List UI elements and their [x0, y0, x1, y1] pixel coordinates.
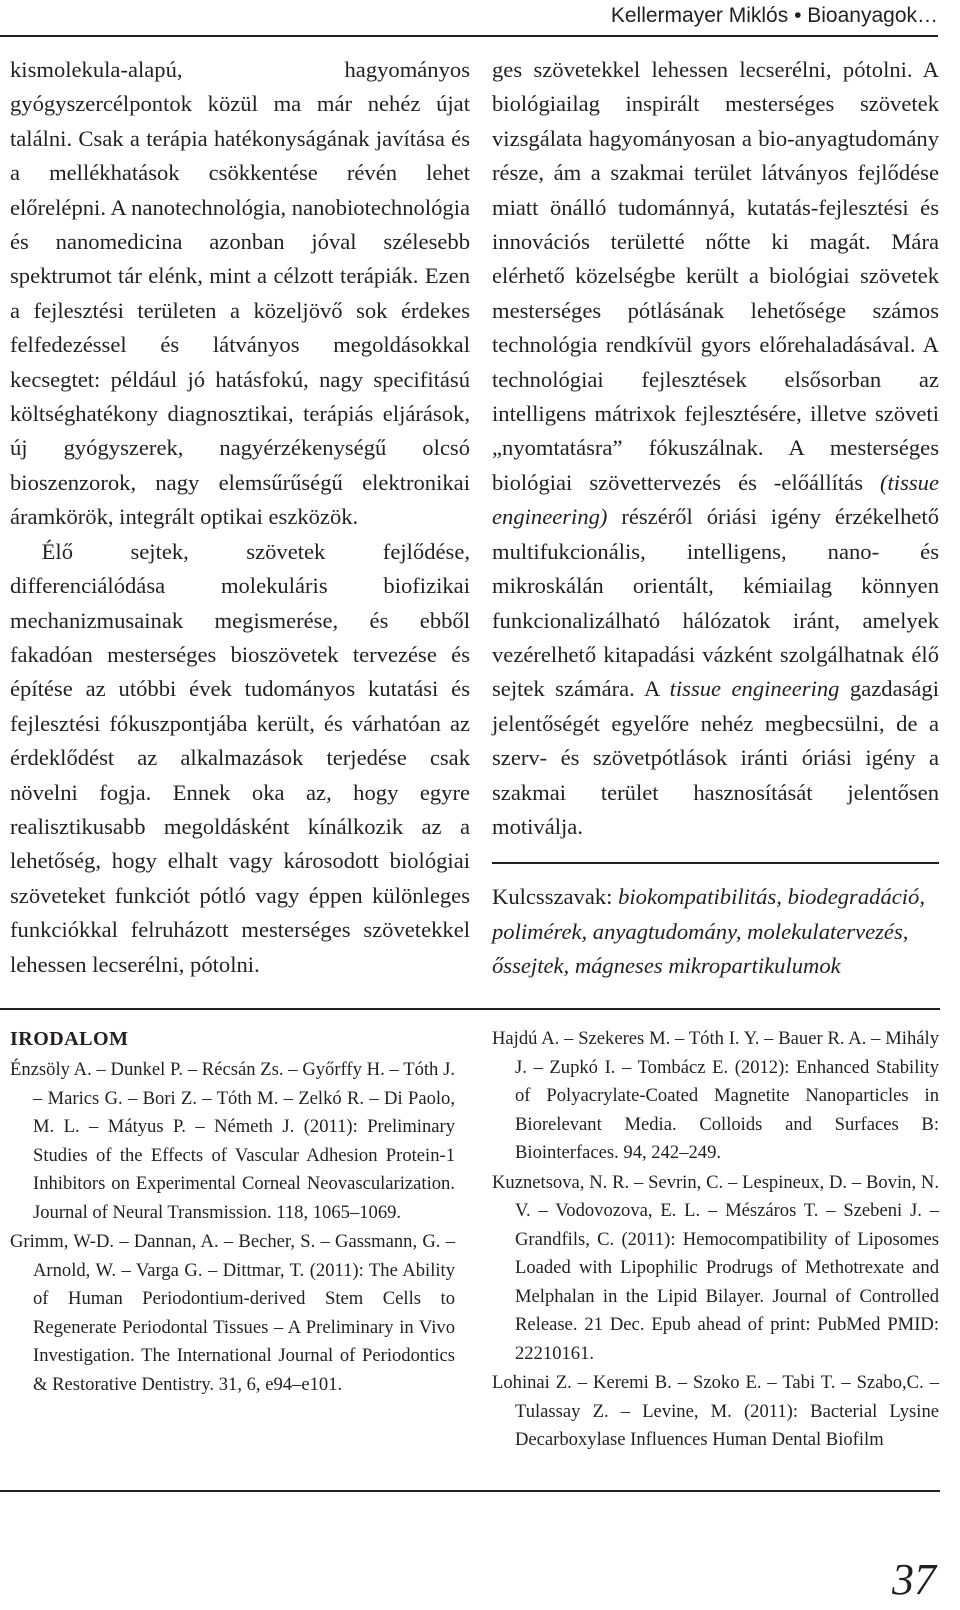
page-number: 37 [892, 1555, 936, 1604]
right-paragraph-middle: részéről óriási igény érzékelhető multifukcionális, intelligens, nano- és mikroskálán orientált, kémiailag könnyen funkcionalizálható hálózatok iránt, amelyek vezérelhető kitapadási vázként szolgálhatnak élő sejtek számára. A [492, 504, 939, 702]
section-rule [0, 1008, 940, 1010]
right-column [492, 53, 939, 984]
right-paragraph [492, 53, 939, 844]
keywords-label: Kulcsszavak: [492, 884, 619, 910]
references-right [492, 1025, 939, 1456]
right-paragraph-start: ges szövetekkel lehessen lecserélni, pótolni. A biológiailag inspirált mesterséges szövetek vizsgálata hagyományosan a bio-anyagtudomány része, ám a szakmai terület látványos fejlődése miatt önálló tudománnyá, kutatás-fejlesztési és innovációs területté nőtte ki magát. Mára elérhető közelségbe került a biológiai szövetek mesterséges pótlásának lehetősége számos technológia rendkívül gyors előrehaladásával. A technológiai fejlesztések elsősorban az intelligens mátrixok fejlesztésére, illetve szöveti „nyomtatásra” fókuszálnak. A mesterséges biológiai szövettervezés és -előállítás [492, 57, 939, 495]
term-tissue-engineering-2: tissue engineering [669, 676, 840, 702]
references-left [10, 1025, 455, 1400]
header-rule [0, 35, 938, 37]
left-paragraph-1: kismolekula-alapú, hagyományos gyógyszercélpontok közül ma már nehéz újat találni. Csak a terápia hatékonyságának javítása és a mellékhatások csökkentése révén lehet előrelépni. A nanotechnológia, nanobiotechnológia és nanomedicina azonban jóval szélesebb spektrumot tár elénk, mint a célzott terápiák. Ezen a fejlesztési területen a közeljövő sok érdekes felfedezéssel és látványos megoldásokkal kecsegtet: például jó hatásfokú, nagy specifitású költséghatékony diagnosztikai, terápiás eljárások, új gyógyszerek, nagyérzékenységű olcsó bioszenzorok, nagy elemsűrűségű elektronikai áramkörök, integrált optikai eszközök. [10, 57, 470, 530]
running-head: Kellermayer Miklós • Bioanyagok… [610, 4, 938, 27]
keywords-separator [492, 862, 939, 864]
reference-item: Lohinai Z. – Keremi B. – Szoko E. – Tabi T. – Szabo,C. – Tulassay Z. – Levine, M. (2011): Bacterial Lysine Decarboxylase Influences Human Dental Biofilm [492, 1372, 939, 1450]
left-paragraph-2: Élő sejtek, szövetek fejlődése, differenciálódása molekuláris biofizikai mechanizmusainak megismerése, és ebből fakadóan mesterséges bioszövetek tervezése és építése az utóbbi évek tudományos kutatási és fejlesztési fókuszpontjába került, és várhatóan az érdeklődést az alkalmazások terjedése csak növelni fogja. Ennek oka az, hogy egyre realisztikusabb megoldásként kínálkozik az a lehetőség, hogy elhalt vagy károsodott biológiai szöveteket funkciót pótló vagy éppen különleges funkciókkal felruházott mesterséges szövetekkel lehessen lecserélni, pótolni. [10, 538, 470, 977]
reference-item: Hajdú A. – Szekeres M. – Tóth I. Y. – Bauer R. A. – Mihály J. – Zupkó I. – Tombácz E. (2012): Enhanced Stability of Polyacrylate-Coated Magnetite Nanoparticles in Biorelevant Media. Colloids and Surfaces B: Biointerfaces. 94, 242–249. [492, 1028, 939, 1163]
term-tissue-engineering-1: (tissue engineering) [492, 469, 939, 530]
reference-item: Grimm, W-D. – Dannan, A. – Becher, S. – Gassmann, G. – Arnold, W. – Varga G. – Dittmar, T. (2011): The Ability of Human Periodontium-derived Stem Cells to Regenerate Periodontal Tissues – A Preliminary in Vivo Investigation. The International Journal of Periodontics & Restorative Dentistry. 31, 6, e94–e101. [10, 1231, 455, 1395]
footer-rule [0, 1490, 940, 1492]
reference-item: Énzsöly A. – Dunkel P. – Récsán Zs. – Győrffy H. – Tóth J. – Marics G. – Bori Z. – Tóth M. – Zelkó R. – Di Paolo, M. L. – Mátyus P. – Németh J. (2011): Preliminary Studies of the Effects of Vascular Adhesion Protein-1 Inhibitors on Experimental Corneal Neovascularization. Journal of Neural Transmission. 118, 1065–1069. [10, 1059, 455, 1223]
reference-item: Kuznetsova, N. R. – Sevrin, C. – Lespineux, D. – Bovin, N. V. – Vodovozova, E. L. – Mészáros T. – Szebeni J. – Grandfils, C. (2011): Hemocompatibility of Liposomes Loaded with Lipophilic Prodrugs of Methotrexate and Melphalan in the Lipid Bilayer. Journal of Controlled Release. 21 Dec. Epub ahead of print: PubMed PMID: 22210161. [492, 1171, 939, 1364]
references-title: IRODALOM [10, 1028, 129, 1050]
keywords-list: biokompatibilitás, biodegradáció, polimérek, anyagtudomány, molekulatervezés, őssejtek, mágneses mikropartikulumok [492, 884, 925, 979]
right-paragraph-end: gazdasági jelentőségét egyelőre nehéz megbecsülni, de a szerv- és szövetpótlások iránti óriási igény a szakmai terület hasznosítását jelentősen motiválja. [492, 676, 939, 839]
keywords [492, 880, 939, 983]
left-column [10, 53, 470, 982]
